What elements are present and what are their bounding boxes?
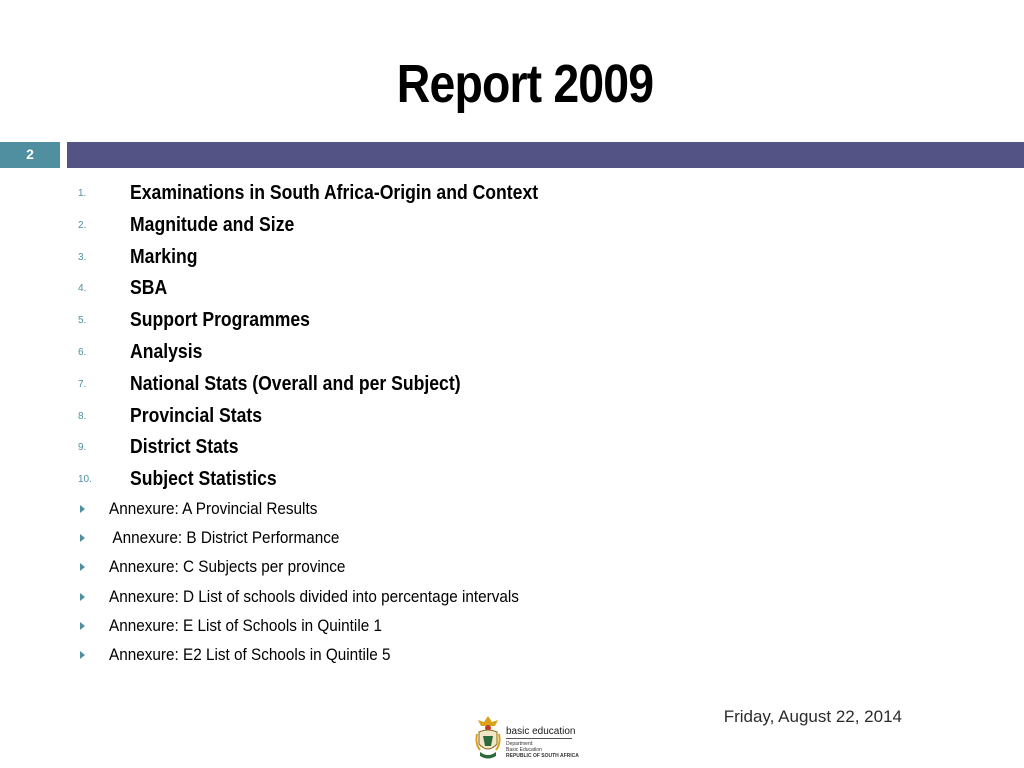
triangle-right-icon <box>80 534 85 542</box>
annexure-text: Annexure: E List of Schools in Quintile 1 <box>109 615 383 635</box>
logo-line-3: REPUBLIC OF SOUTH AFRICA <box>506 753 579 759</box>
item-number: 3. <box>78 251 87 263</box>
slide-title: Report 2009 <box>396 54 654 114</box>
item-number: 2. <box>78 219 87 231</box>
annexure-text: Annexure: E2 List of Schools in Quintile 5 <box>109 644 391 664</box>
annexure-text: Annexure: B District Performance <box>109 528 340 548</box>
item-text: SBA <box>130 277 168 300</box>
item-text: Support Programmes <box>130 309 310 332</box>
slide-date: Friday, August 22, 2014 <box>723 707 902 726</box>
item-number: 8. <box>78 410 87 422</box>
item-text: Provincial Stats <box>130 404 263 427</box>
triangle-right-icon <box>80 505 85 513</box>
item-number: 10. <box>78 474 92 486</box>
item-text: National Stats (Overall and per Subject) <box>130 372 461 395</box>
triangle-right-icon <box>80 593 85 601</box>
annexure-text: Annexure: C Subjects per province <box>109 557 346 577</box>
item-text: Analysis <box>130 340 203 363</box>
coat-of-arms-icon <box>474 714 502 762</box>
triangle-right-icon <box>80 651 85 659</box>
header-bar <box>67 142 1024 168</box>
item-number: 7. <box>78 378 87 390</box>
item-text: Examinations in South Africa-Origin and Context <box>130 182 539 204</box>
slide-number: 2 <box>26 146 34 162</box>
logo-name: basic education <box>506 726 576 737</box>
item-text: Magnitude and Size <box>130 213 295 236</box>
logo-line-2: Basic Education <box>506 747 542 753</box>
item-text: District Stats <box>130 436 239 459</box>
item-number: 9. <box>78 442 87 454</box>
item-number: 4. <box>78 283 87 295</box>
logo-divider <box>506 738 572 739</box>
item-number: 5. <box>78 315 87 327</box>
slide-number-badge <box>0 142 60 168</box>
department-logo <box>474 712 579 764</box>
triangle-right-icon <box>80 622 85 630</box>
logo-line-1: Department: <box>506 741 534 747</box>
annexure-text: Annexure: D List of schools divided into percentage intervals <box>109 586 519 606</box>
annexure-text: Annexure: A Provincial Results <box>109 499 318 518</box>
triangle-right-icon <box>80 563 85 571</box>
item-number: 6. <box>78 346 87 358</box>
item-number: 1. <box>78 188 87 199</box>
item-text: Marking <box>130 245 198 268</box>
item-text: Subject Statistics <box>130 468 277 491</box>
